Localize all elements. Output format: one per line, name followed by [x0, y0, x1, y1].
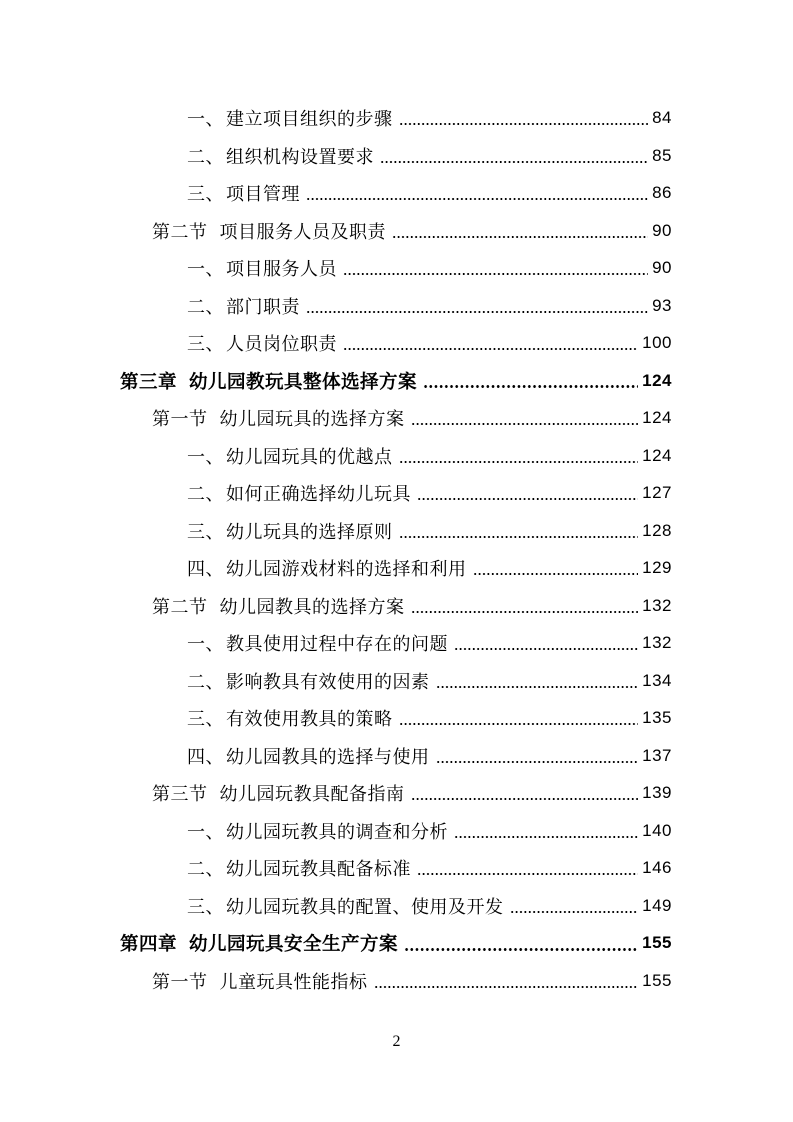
toc-entry-item[interactable] — [187, 475, 672, 512]
toc-entry-item[interactable] — [187, 550, 672, 587]
toc-entry-title: 幼儿园游戏材料的选择和利用 — [226, 559, 467, 580]
toc-entry-page-number: 135 — [642, 708, 672, 727]
toc-entry-title: 有效使用教具的策略 — [226, 709, 393, 730]
toc-entry-page-number: 140 — [642, 820, 672, 840]
toc-dot-leader — [473, 573, 639, 575]
toc-dot-leader — [436, 686, 639, 688]
toc-dot-leader — [343, 273, 648, 275]
toc-dot-leader — [399, 723, 639, 725]
toc-entry-title: 幼儿园玩具安全生产方案 — [189, 934, 399, 955]
toc-entry-page-number: 146 — [642, 858, 672, 877]
toc-entry-title: 幼儿园教玩具整体选择方案 — [189, 371, 418, 393]
toc-entry-page-number: 132 — [642, 595, 672, 615]
toc-entry-number: 第一节 — [152, 971, 208, 993]
toc-entry-item[interactable] — [187, 325, 672, 362]
toc-entry-title: 项目管理 — [226, 184, 300, 205]
toc-entry-chapter[interactable] — [120, 925, 672, 962]
toc-dot-leader — [392, 236, 648, 238]
toc-entry-title: 幼儿园教具的选择方案 — [219, 596, 405, 618]
toc-entry-page-number: 86 — [652, 183, 672, 202]
toc-entry-number: 三、 — [187, 184, 224, 205]
toc-dot-leader — [374, 986, 639, 988]
toc-dot-leader — [454, 836, 638, 838]
toc-entry-number: 第二节 — [152, 596, 208, 618]
toc-dot-leader — [411, 798, 639, 800]
toc-entry-item[interactable] — [187, 737, 672, 774]
toc-entry-page-number: 84 — [652, 108, 672, 127]
toc-entry-title: 组织机构设置要求 — [226, 146, 374, 168]
toc-entry-item[interactable] — [187, 175, 672, 212]
toc-entry-title: 儿童玩具性能指标 — [219, 971, 368, 993]
toc-entry-item[interactable] — [187, 812, 672, 849]
toc-entry-page-number: 155 — [642, 970, 672, 990]
toc-dot-leader — [306, 198, 648, 200]
toc-entry-title: 教具使用过程中存在的问题 — [226, 634, 448, 655]
toc-entry-number: 第三章 — [120, 371, 178, 393]
toc-entry-page-number: 128 — [642, 520, 672, 540]
toc-entry-page-number: 155 — [642, 933, 672, 952]
toc-entry-page-number: 90 — [652, 258, 672, 277]
toc-dot-leader — [343, 348, 638, 350]
toc-entry-number: 三、 — [187, 521, 224, 543]
toc-entry-number: 第四章 — [120, 934, 178, 955]
toc-entry-title: 幼儿园玩具的选择方案 — [219, 409, 405, 430]
toc-dot-leader — [510, 911, 639, 913]
toc-entry-title: 幼儿园玩教具配备指南 — [219, 784, 405, 805]
toc-entry-page-number: 124 — [642, 445, 672, 465]
toc-entry-item[interactable] — [187, 662, 672, 699]
toc-dot-leader — [404, 948, 638, 951]
toc-dot-leader — [399, 461, 639, 463]
toc-entry-item[interactable] — [187, 137, 672, 174]
toc-dot-leader — [380, 161, 648, 163]
toc-entry-item[interactable] — [187, 100, 672, 137]
toc-entry-page-number: 132 — [642, 633, 672, 652]
toc-entry-section[interactable] — [152, 775, 672, 812]
page-number: 2 — [392, 1033, 401, 1050]
toc-entry-item[interactable] — [187, 287, 672, 324]
toc-entry-item[interactable] — [187, 512, 672, 549]
toc-entry-page-number: 93 — [652, 295, 672, 315]
toc-entry-number: 四、 — [187, 746, 224, 768]
toc-entry-page-number: 134 — [642, 670, 672, 690]
toc-dot-leader — [423, 385, 638, 388]
toc-entry-title: 建立项目组织的步骤 — [226, 109, 393, 130]
toc-dot-leader — [306, 311, 648, 313]
toc-entry-number: 三、 — [187, 896, 224, 918]
toc-entry-title: 影响教具有效使用的因素 — [226, 671, 430, 693]
toc-entry-number: 四、 — [187, 559, 224, 580]
toc-entry-number: 第三节 — [152, 784, 208, 805]
toc-entry-page-number: 124 — [642, 408, 672, 427]
toc-entry-number: 二、 — [187, 671, 224, 693]
toc-dot-leader — [399, 123, 649, 125]
toc-entry-item[interactable] — [187, 250, 672, 287]
toc-entry-item[interactable] — [187, 887, 672, 924]
toc-entry-item[interactable] — [187, 850, 672, 887]
toc-entry-page-number: 137 — [642, 745, 672, 765]
toc-entry-title: 幼儿园玩教具的调查和分析 — [226, 821, 448, 843]
toc-entry-number: 二、 — [187, 484, 224, 505]
toc-entry-title: 项目服务人员及职责 — [219, 221, 386, 243]
toc-entry-number: 一、 — [187, 109, 224, 130]
toc-entry-number: 一、 — [187, 259, 224, 280]
toc-entry-page-number: 139 — [642, 783, 672, 802]
toc-entry-item[interactable] — [187, 437, 672, 474]
toc-entry-chapter[interactable] — [120, 362, 672, 399]
toc-entry-number: 第一节 — [152, 409, 208, 430]
toc-entry-title: 如何正确选择幼儿玩具 — [226, 484, 411, 505]
toc-dot-leader — [411, 423, 639, 425]
toc-entry-page-number: 129 — [642, 558, 672, 577]
toc-entry-number: 二、 — [187, 859, 224, 880]
toc-entry-number: 一、 — [187, 446, 224, 468]
toc-dot-leader — [454, 648, 638, 650]
toc-dot-leader — [399, 536, 639, 538]
toc-entry-section[interactable] — [152, 212, 672, 249]
toc-entry-section[interactable] — [152, 587, 672, 624]
toc-entry-section[interactable] — [152, 962, 672, 999]
toc-entry-title: 幼儿园玩教具配备标准 — [226, 859, 411, 880]
toc-entry-title: 幼儿园玩具的优越点 — [226, 446, 393, 468]
toc-entry-page-number: 149 — [642, 895, 672, 915]
toc-dot-leader — [417, 873, 638, 875]
toc-entry-page-number: 127 — [642, 483, 672, 502]
toc-entry-title: 项目服务人员 — [226, 259, 337, 280]
toc-dot-leader — [436, 761, 639, 763]
toc-dot-leader — [417, 498, 638, 500]
toc-entry-item[interactable] — [187, 625, 672, 662]
toc-entry-title: 幼儿园教具的选择与使用 — [226, 746, 430, 768]
toc-entry-title: 幼儿园玩教具的配置、使用及开发 — [226, 896, 504, 918]
toc-entry-page-number: 100 — [642, 333, 672, 352]
toc-entry-number: 第二节 — [152, 221, 208, 243]
toc-entry-item[interactable] — [187, 700, 672, 737]
toc-entry-number: 一、 — [187, 821, 224, 843]
toc-entry-section[interactable] — [152, 400, 672, 437]
toc-dot-leader — [411, 611, 639, 613]
toc-entry-title: 人员岗位职责 — [226, 334, 337, 355]
toc-entry-page-number: 90 — [652, 220, 672, 240]
toc-entry-number: 二、 — [187, 146, 224, 168]
toc-entry-page-number: 85 — [652, 145, 672, 165]
toc-entry-number: 二、 — [187, 296, 224, 318]
toc-entry-number: 三、 — [187, 334, 224, 355]
toc-entry-page-number: 124 — [642, 370, 672, 390]
toc-entry-title: 幼儿玩具的选择原则 — [226, 521, 393, 543]
toc-entry-number: 三、 — [187, 709, 224, 730]
toc-entry-number: 一、 — [187, 634, 224, 655]
toc-entry-title: 部门职责 — [226, 296, 300, 318]
